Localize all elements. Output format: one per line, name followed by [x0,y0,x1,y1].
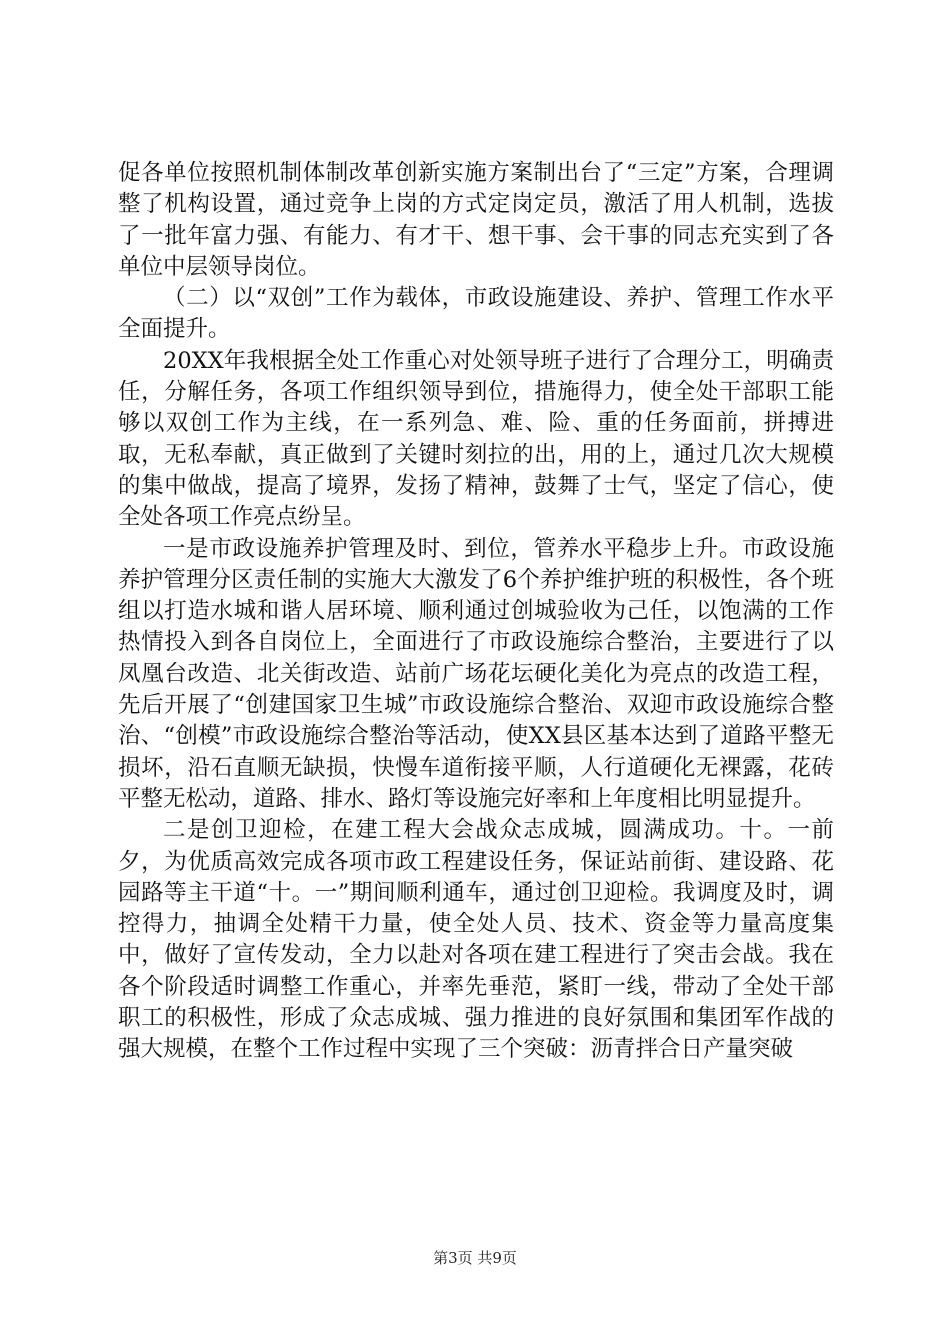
paragraph: 二是创卫迎检，在建工程大会战众志成城，圆满成功。十。一前夕，为优质高效完成各项市政工程建设任务，保证站前街、建设路、花园路等主干道“十。一”期间顺利通车，通过创卫迎检。我调度及时，调控得力，抽调全处精干力量，使全处人员、技术、资金等力量高度集中，做好了宣传发动，全力以赴对各项在建工程进行了突击会战。我在各个阶段适时调整工作重心，并率先垂范，紧盯一线，带动了全处干部职工的积极性，形成了众志成城、强力推进的良好氛围和集团军作战的强大规模，在整个工作过程中实现了三个突破：沥青拌合日产量突破 [118,817,834,1063]
paragraph: 一是市政设施养护管理及时、到位，管养水平稳步上升。市政设施养护管理分区责任制的实施大大激发了6个养护维护班的积极性，各个班组以打造水城和谐人居环境、顺利通过创城验收为己任，以饱满的工作热情投入到各自岗位上，全面进行了市政设施综合整治，主要进行了以凤凰台改造、北关街改造、站前广场花坛硬化美化为亮点的改造工程，先后开展了“创建国家卫生城”市政设施综合整治、双迎市政设施综合整治、“创模”市政设施综合整治等活动，使XX县区基本达到了道路平整无损坏，沿石直顺无缺损，快慢车道衔接平顺，人行道硬化无裸露，花砖平整无松动，道路、排水、路灯等设施完好率和上年度相比明显提升。 [118,535,834,812]
paragraph: 20XX年我根据全处工作重心对处领导班子进行了合理分工，明确责任，分解任务，各项工作组织领导到位，措施得力，使全处干部职工能够以双创工作为主线，在一系列急、难、险、重的任务面前，拼搏进取，无私奉献，真正做到了关键时刻拉的出，用的上，通过几次大规模的集中做战，提高了境界，发扬了精神，鼓舞了士气，坚定了信心，使全处各项工作亮点纷呈。 [118,347,834,531]
paragraph-continuation: 促各单位按照机制体制改革创新实施方案制出台了“三定”方案，合理调整了机构设置，通过竞争上岗的方式定岗定员，激活了用人机制，选拔了一批年富力强、有能力、有才干、想干事、会干事的同志充实到了各单位中层领导岗位。 [118,160,834,280]
page-number-footer: 第3页 共9页 [433,1249,517,1267]
document-body [118,158,834,1066]
section-heading: （二）以“双创”工作为载体，市政设施建设、养护、管理工作水平全面提升。 [118,285,834,343]
